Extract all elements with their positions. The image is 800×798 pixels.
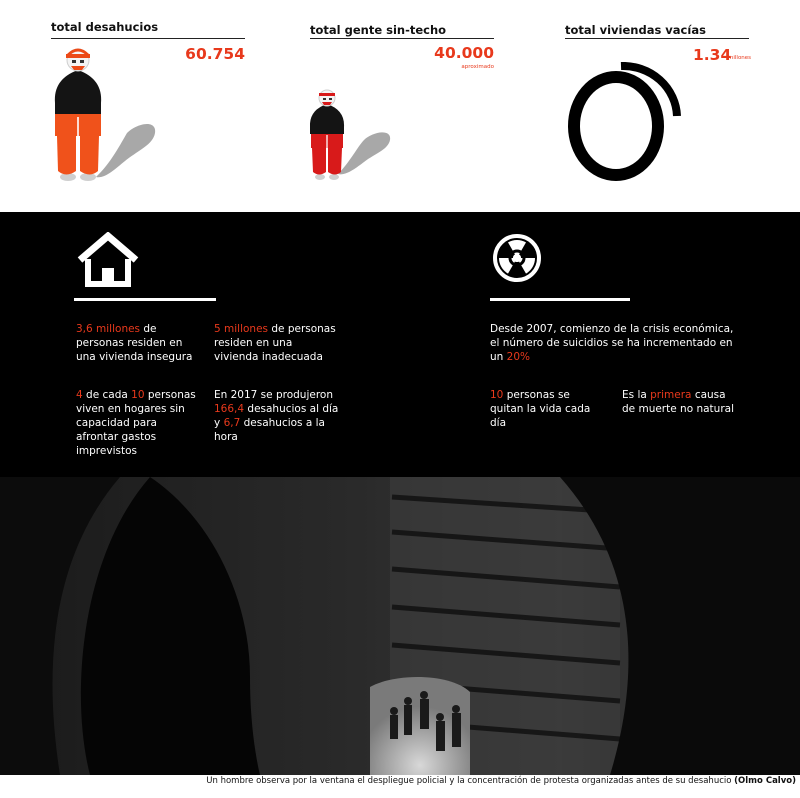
fact-highlight: 10 (490, 389, 504, 401)
fact-highlight: 10 (131, 389, 145, 401)
stat-value: 40.000 (434, 44, 494, 62)
fact-suicide-daily (490, 388, 606, 430)
facts-section (0, 212, 800, 477)
fact-text: personas viven en hogares sin capacidad para afrontar gastos imprevistos (76, 389, 196, 457)
fact-highlight: primera (650, 389, 692, 401)
fact-inadequate-housing (214, 322, 338, 364)
ring-chart-icon (565, 62, 685, 186)
stat-title: total gente sin-techo (310, 23, 447, 37)
stat-value: 1.34 (693, 46, 732, 64)
house-icon (76, 232, 140, 288)
stat-title: total desahucios (51, 20, 159, 34)
stat-divider (51, 38, 245, 39)
fact-unsafe-housing (76, 322, 198, 364)
fact-text: de cada (82, 389, 132, 401)
fact-highlight: 5 millones (214, 323, 269, 335)
stat-divider (565, 38, 749, 39)
stat-evictions (51, 0, 247, 212)
fact-text: desahucios a la hora (214, 417, 325, 443)
section-divider (490, 298, 630, 301)
fact-highlight: 3,6 millones (76, 323, 141, 335)
stat-note: aproximado (461, 64, 494, 70)
fact-highlight: 166,4 (214, 403, 245, 415)
fact-text: de personas residen en una vivienda inadecuada (214, 323, 336, 363)
fact-text: Es la (622, 389, 651, 401)
fact-text: causa de muerte no natural (622, 389, 734, 415)
photo-image (0, 477, 800, 775)
eviction-photo (0, 477, 800, 775)
photo-credit: (Olmo Calvo) (734, 776, 796, 786)
fact-text: de personas residen en una vivienda insegura (76, 323, 193, 363)
fact-text: Desde 2007, comienzo de la crisis económica, el número de suicidios se ha incrementado en un (490, 323, 734, 363)
stat-title: total viviendas vacías (565, 23, 706, 37)
fact-evictions-rate (214, 388, 342, 444)
fact-highlight: 6,7 (223, 417, 241, 429)
section-divider (74, 298, 216, 301)
fact-suicide-increase (490, 322, 740, 364)
fact-highlight: 20% (506, 351, 530, 363)
fact-text: En 2017 se produjeron (214, 389, 333, 401)
fact-suicide-cause (622, 388, 742, 416)
fact-unforeseen-expenses (76, 388, 198, 458)
person-figure-icon (51, 45, 161, 185)
fact-text: personas se quitan la vida cada día (490, 389, 591, 429)
stat-homeless (310, 0, 496, 212)
stat-note: millones (728, 55, 752, 61)
stat-value: 60.754 (185, 45, 245, 63)
stats-section (0, 0, 800, 212)
person-figure-icon (310, 88, 410, 188)
caption-text: Un hombre observa por la ventana el despliegue policial y la concentración de protesta organizadas antes de su desahucio (206, 776, 732, 786)
radiation-icon (491, 232, 543, 284)
fact-highlight: 4 (76, 389, 83, 401)
photo-caption (0, 775, 800, 798)
fact-text: desahucios al día y (214, 403, 339, 429)
stat-empty-homes (565, 0, 751, 212)
stat-divider (310, 38, 494, 39)
